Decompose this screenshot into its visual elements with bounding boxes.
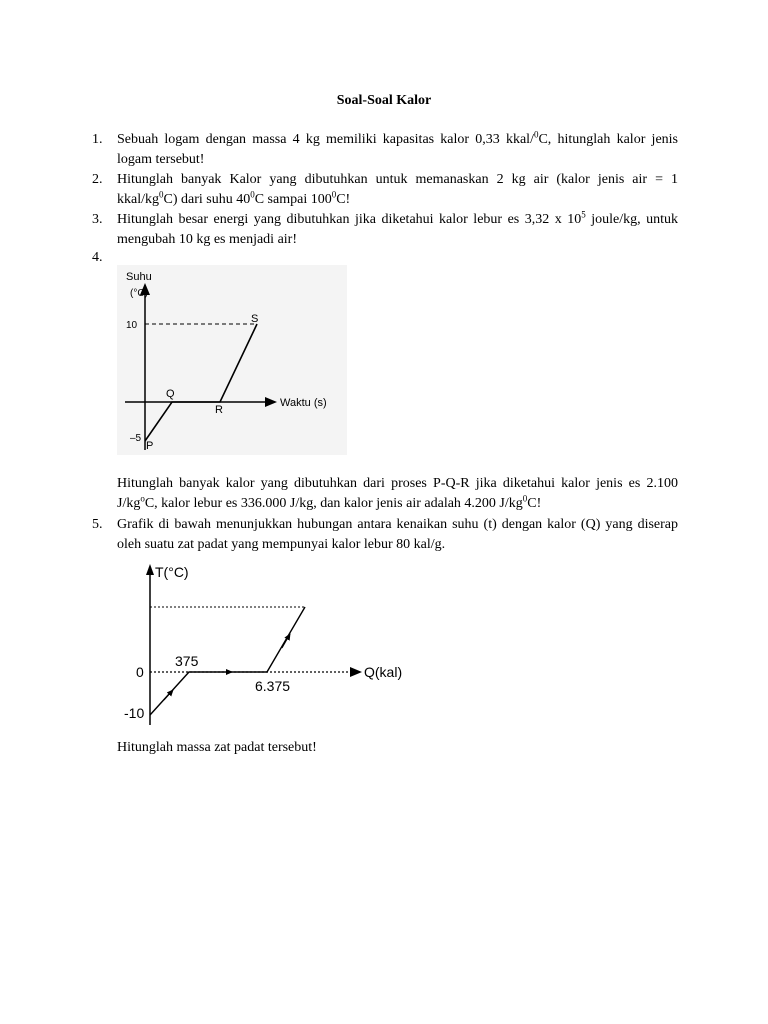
question-number: 3. <box>92 212 103 227</box>
y-axis-arrow-icon <box>146 564 154 575</box>
graph-suhu-kalor <box>117 560 417 730</box>
point-label-p: P <box>146 440 154 452</box>
y-tick-0: 0 <box>136 664 144 680</box>
y-axis-label: Suhu <box>126 271 152 283</box>
point-label-r: R <box>215 404 223 416</box>
curve-arrow-3 <box>282 634 290 648</box>
y-axis-unit: (°C) <box>130 288 148 299</box>
curve-arrow-1 <box>164 690 173 700</box>
question-text: Hitunglah besar energi yang dibutuhkan jika diketahui kalor lebur es 3,32 x $10^5$ joule/kg, untuk mengubah 10 kg es menjadi air! <box>117 209 679 247</box>
y-axis-label: T(°C) <box>155 564 189 580</box>
graph-suhu-waktu <box>117 265 347 455</box>
x-label-375: 375 <box>175 653 199 669</box>
question-2 <box>92 170 678 210</box>
question-1 <box>92 130 678 170</box>
question-number: 5. <box>92 517 103 532</box>
point-label-q: Q <box>166 388 175 400</box>
question-4-text: Hitunglah banyak kalor yang dibutuhkan dari proses P-Q-R jika diketahui kalor jenis es 2.100 $J/kg^oC$, kalor lebur es 336.000 J/kg, dan kalor jenis air adalah 4.200 $J/kg^0C$! <box>117 476 678 511</box>
question-3 <box>92 210 678 250</box>
question-text: Hitunglah banyak Kalor yang dibutuhkan untuk memanaskan 2 kg air (kalor jenis air = 1 kkal/$kg^0C$) dari suhu $40^0C$ sampai $100^0C$! <box>117 172 678 207</box>
y-tick-minus5: –5 <box>130 433 142 444</box>
question-text: Sebuah logam dengan massa 4 kg memiliki kapasitas kalor 0,33 kkal/$^0$C, hitunglah kalor jenis logam tersebut! <box>117 129 678 167</box>
question-number: 4. <box>92 250 103 265</box>
y-tick-10: 10 <box>126 320 138 331</box>
point-label-s: S <box>251 313 259 325</box>
question-number: 1. <box>92 132 103 147</box>
question-text: Grafik di bawah menunjukkan hubungan antara kenaikan suhu (t) dengan kalor (Q) yang diserap oleh suatu zat padat yang mempunyai kalor lebur 80 kal/g. <box>117 517 678 552</box>
x-axis-label: Q(kal) <box>364 664 403 680</box>
question-number: 2. <box>92 172 103 187</box>
x-label-6375: 6.375 <box>255 678 291 694</box>
document-title: Soal-Soal Kalor <box>336 93 432 108</box>
curve <box>150 607 305 715</box>
y-tick-minus10: -10 <box>124 705 145 721</box>
x-axis-label: Waktu (s) <box>280 397 327 409</box>
question-5-text: Hitunglah massa zat padat tersebut! <box>117 740 317 755</box>
question-5 <box>92 515 678 555</box>
x-axis-arrow-icon <box>350 667 362 677</box>
